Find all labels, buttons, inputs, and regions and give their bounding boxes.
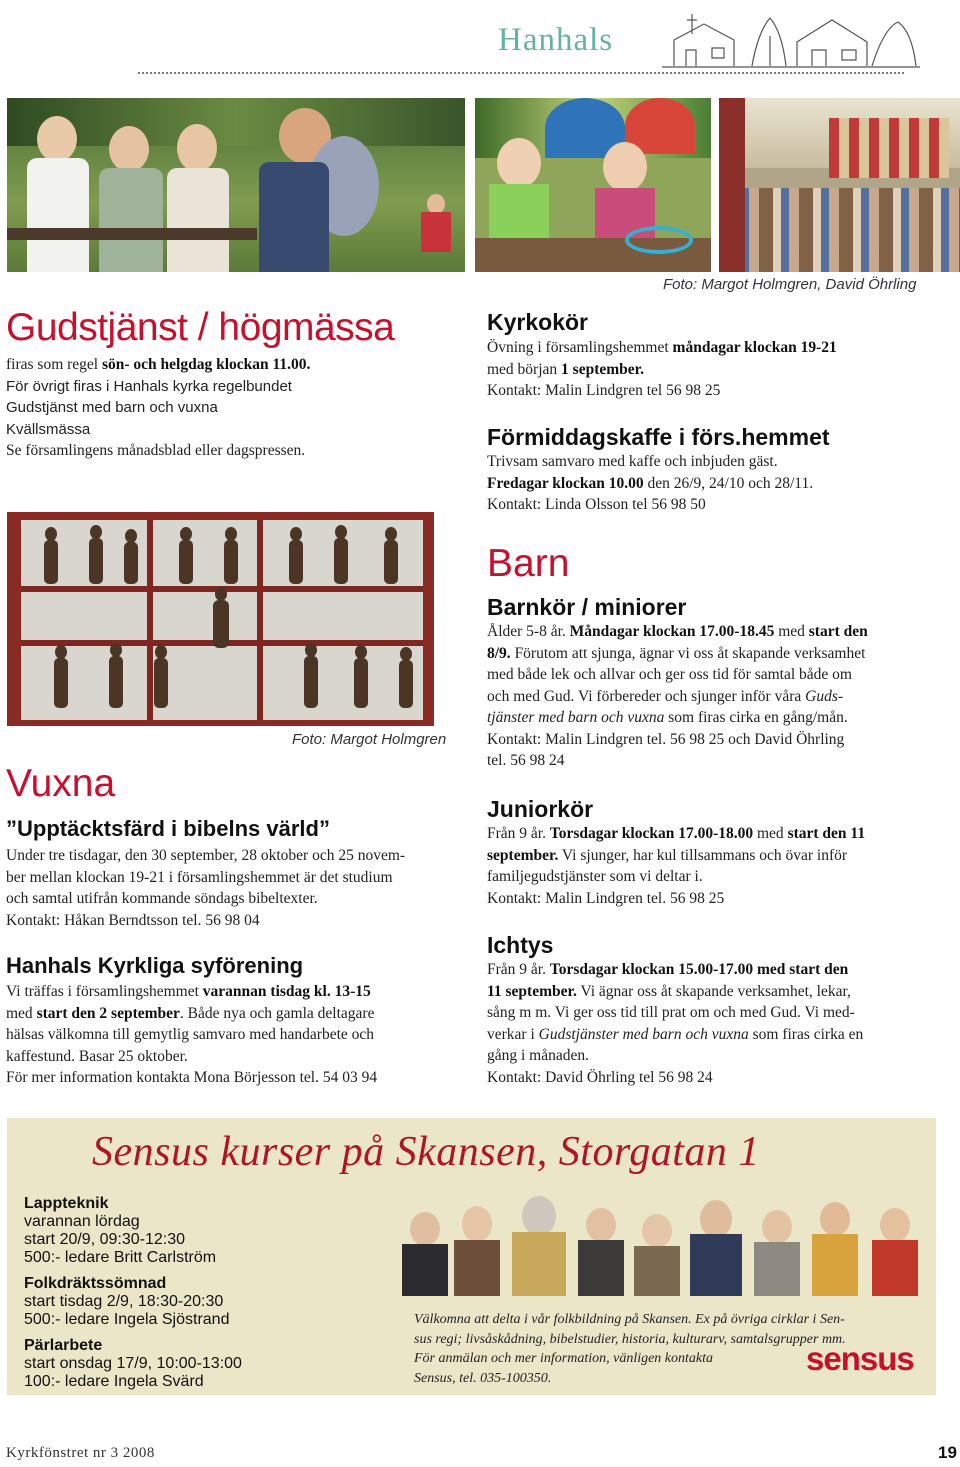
caption-top-right: Foto: Margot Holmgren, David Öhrling	[663, 276, 917, 293]
children-table-photo	[475, 98, 711, 272]
juniorkor-title: Juniorkör	[487, 796, 594, 822]
ichtys-text: Från 9 år. Torsdagar klockan 15.00-17.00 med start den 11 september. Vi ägnar oss åt skapande verksamhet, lekar, sång m m. Vi ger oss tid till prat om och med Gud. Vi med- verkar i Gudstjänster med barn och vuxna som firas cirka en gång i månaden. Kontakt: David Öhrling tel 56 98 24	[487, 961, 864, 1086]
header-title: Hanhals	[498, 22, 614, 58]
caption-altar: Foto: Margot Holmgren	[292, 731, 447, 748]
formiddagskaffe-title: Förmiddagskaffe i förs.hemmet	[487, 424, 830, 450]
kyrkokor-title: Kyrkokör	[487, 309, 588, 335]
footer-publication: Kyrkfönstret nr 3 2008	[6, 1445, 155, 1461]
course-parlarbete: Pärlarbete start onsdag 17/9, 10:00-13:00 100:- ledare Ingela Svärd	[24, 1337, 242, 1390]
sensus-courses	[24, 1195, 242, 1391]
altar-figures-photo	[7, 512, 434, 726]
children-outdoor-photo	[7, 98, 465, 272]
sensus-title: Sensus kurser på Skansen, Storgatan 1	[92, 1129, 760, 1175]
barnkor-text: Ålder 5-8 år. Måndagar klockan 17.00-18.45 med start den 8/9. Förutom att sjunga, ägnar vi oss åt skapande verksamhet med både lek och allvar och ger oss tid för samtal både om och med Gud. Vi förbereder och sjunger inför våra Guds- tjänster med barn och vuxna som firas cirka en gång/mån. Kontakt: Malin Lindgren tel. 56 98 25 och David Öhrling tel. 56 98 24	[487, 623, 868, 769]
course-lappteknik: Lappteknik varannan lördag start 20/9, 09:30-12:30 500:- ledare Britt Carlström	[24, 1195, 217, 1266]
ichtys-title: Ichtys	[487, 932, 554, 958]
upptacktsfard-text: Under tre tisdagar, den 30 september, 28 oktober och 25 novem- ber mellan klockan 19-21 i församlingshemmet är det studium och samtal utifrån kommande söndags bibeltexter. Kontakt: Håkan Berndtsson tel. 56 98 04	[6, 847, 406, 929]
formiddagskaffe-text: Trivsam samvaro med kaffe och inbjuden gäst. Fredagar klockan 10.00 den 26/9, 24/10 och 28/11. Kontakt: Linda Olsson tel 56 98 50	[487, 453, 814, 513]
barn-heading: Barn	[487, 542, 570, 585]
course-folkdrakt: Folkdräktssömnad start tisdag 2/9, 18:30-20:30 500:- ledare Ingela Sjöstrand	[24, 1275, 230, 1328]
header-dotted-rule	[138, 72, 904, 74]
church-interior-photo	[719, 98, 960, 272]
barnkor-title: Barnkör / miniorer	[487, 594, 687, 620]
gudstjanst-heading: Gudstjänst / högmässa	[6, 306, 395, 349]
gudstjanst-text: firas som regel sön- och helgdag klockan 11.00. För övrigt firas i Hanhals kyrka regelbundet Gudstjänst med barn och vuxna Kvällsmässa Se församlingens månadsblad eller dagspressen.	[6, 356, 311, 459]
juniorkor-text: Från 9 år. Torsdagar klockan 17.00-18.00 med start den 11 september. Vi sjunger, har kul tillsammans och övar inför familjegudstjänster som vi deltar i. Kontakt: Malin Lindgren tel. 56 98 25	[487, 825, 866, 907]
syforening-title: Hanhals Kyrkliga syförening	[6, 953, 304, 978]
sensus-info: Välkomna att delta i vår folkbildning på Skansen. Ex på övriga cirklar i Sen- sus regi; livsåskådning, bibelstudier, historia, kulturarv, samtalsgrupper mm. För anmälan och mer information, vänligen kontakta Sensus, tel. 035-100350.	[414, 1312, 846, 1386]
church-drawing-icon	[662, 6, 920, 72]
page-number: 19	[938, 1443, 957, 1462]
syforening-text: Vi träffas i församlingshemmet varannan tisdag kl. 13-15 med start den 2 september. Både nya och gamla deltagare hälsas välkomna till gemytlig samvaro med handarbete och kaffestund. Basar 25 oktober. För mer information kontakta Mona Börjesson tel. 54 03 94	[6, 983, 378, 1086]
sensus-people-photo	[396, 1188, 928, 1296]
sensus-logo: sensus	[806, 1340, 914, 1377]
vuxna-heading: Vuxna	[6, 762, 116, 805]
upptacktsfard-title: ”Upptäcktsfärd i bibelns värld”	[6, 816, 330, 841]
kyrkokor-text: Övning i församlingshemmet måndagar klockan 19-21 med början 1 september. Kontakt: Malin Lindgren tel 56 98 25	[487, 339, 837, 399]
